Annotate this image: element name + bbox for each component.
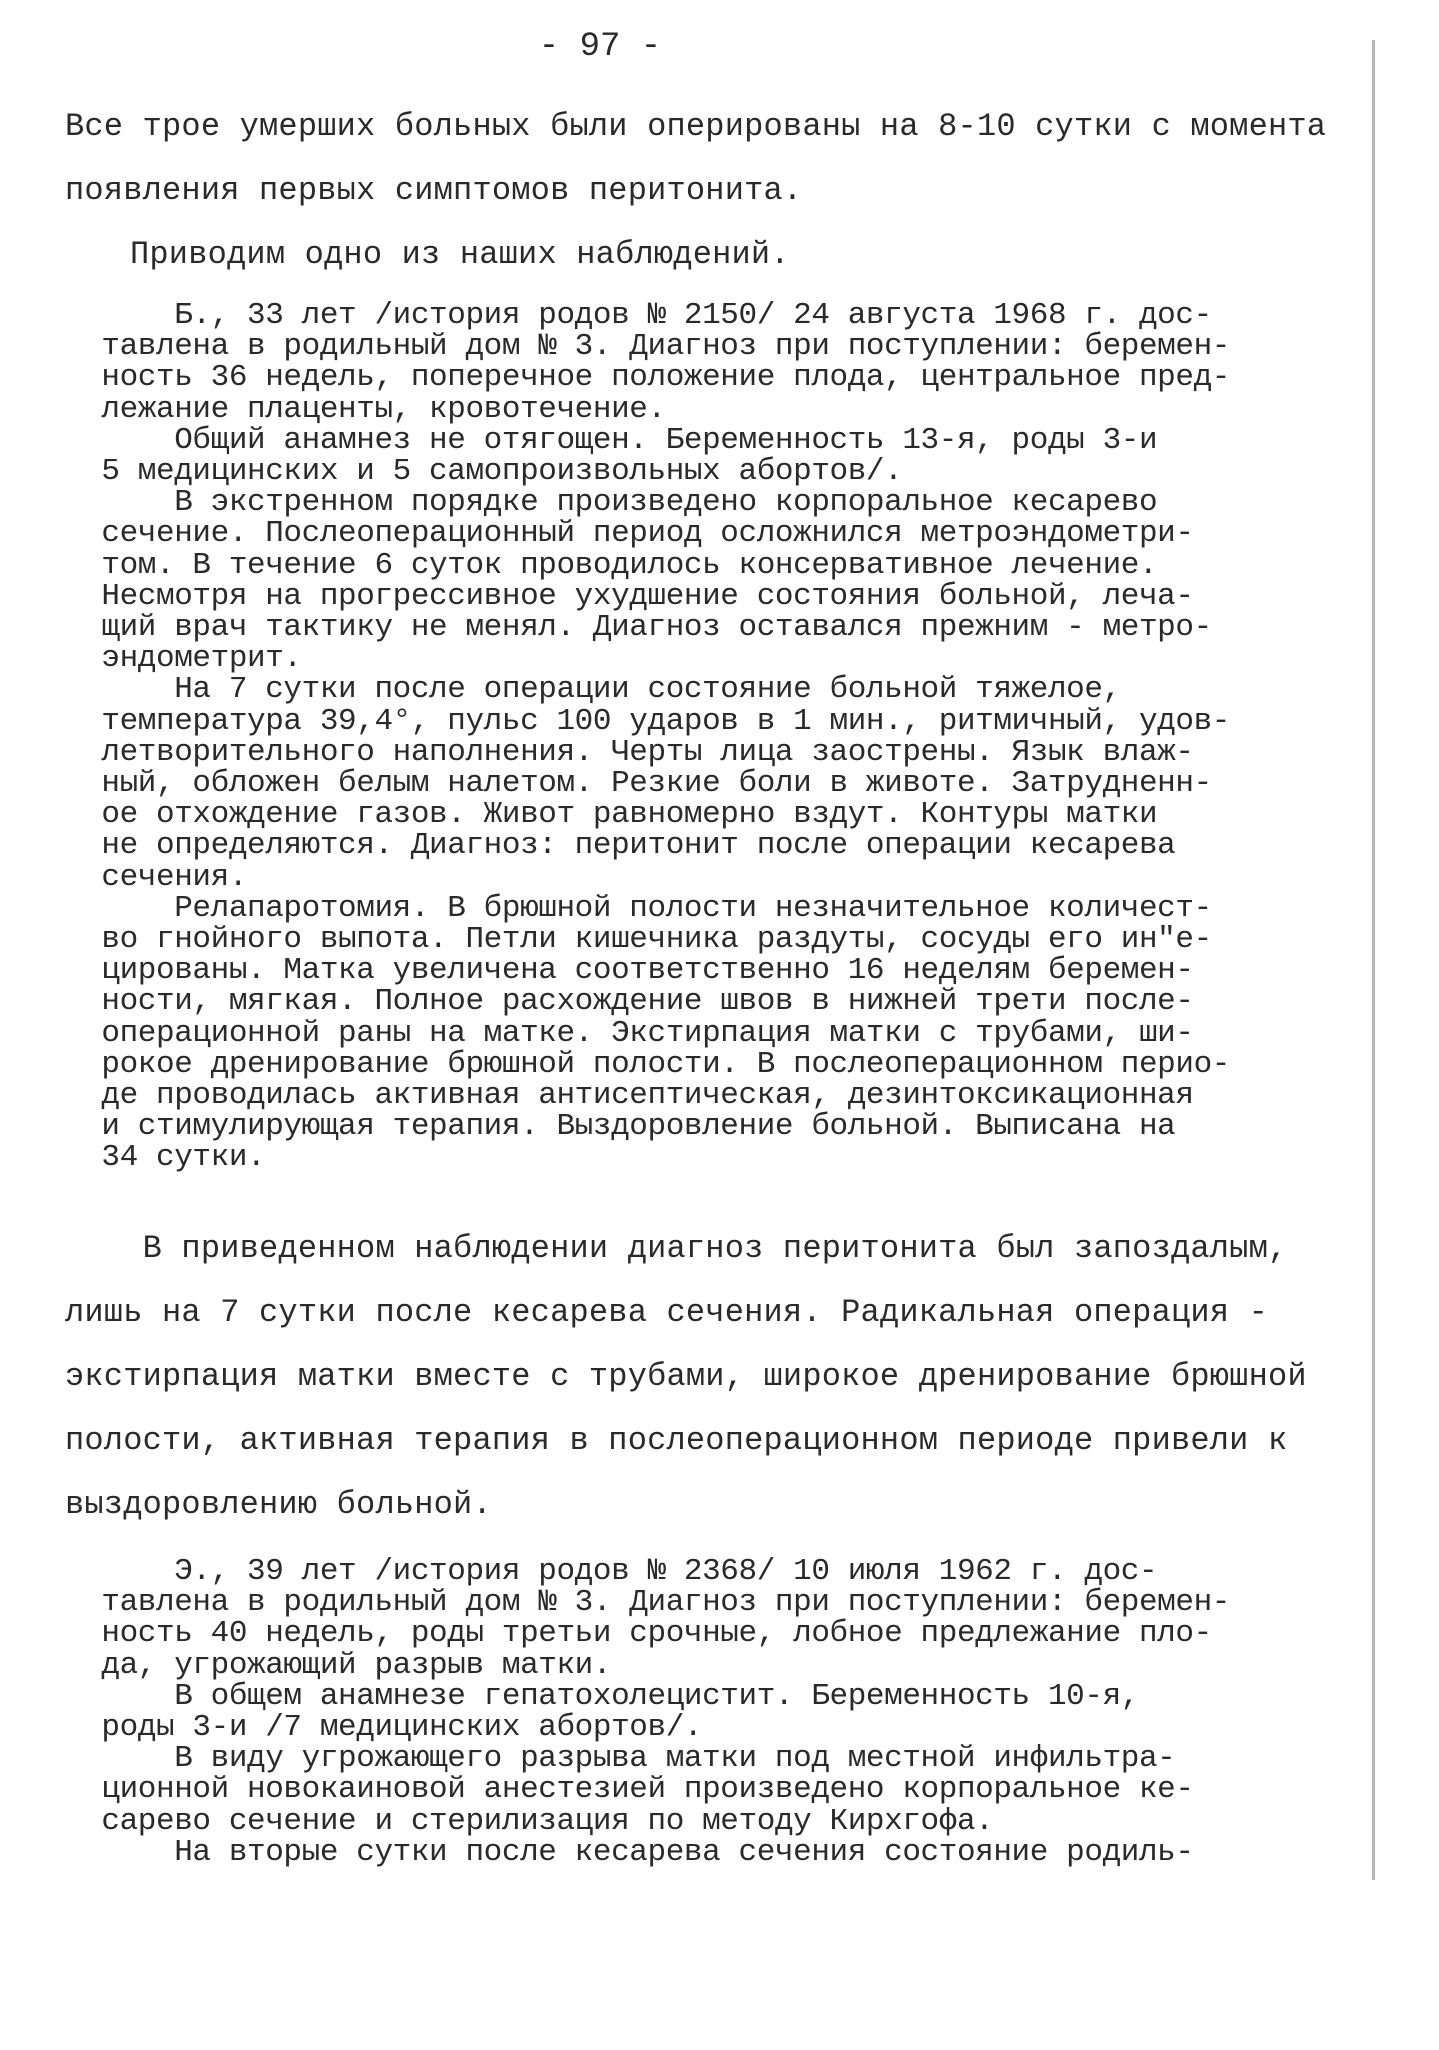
text-line: 34 сутки. (65, 1140, 266, 1176)
text-line: лежание плаценты, кровотечение. (65, 391, 666, 427)
page-number: - 97 - (538, 28, 662, 66)
text-line: рокое дренирование брюшной полости. В послеоперационном перио- (65, 1046, 1230, 1082)
text-line: На вторые сутки после кесарева сечения состояние родиль- (65, 1834, 1194, 1870)
text-line: На 7 сутки после операции состояние больной тяжелое, (65, 672, 1121, 708)
text-line: температура 39,4°, пульс 100 ударов в 1 мин., ритмичный, удов- (65, 703, 1230, 739)
text-line: операционной раны на матке. Экстирпация матки с трубами, ши- (65, 1015, 1194, 1051)
text-line: ность 36 недель, поперечное положение плода, центральное пред- (65, 360, 1230, 396)
text-line: ое отхождение газов. Живот равномерно вздут. Контуры матки (65, 797, 1158, 833)
text-line: появления первых симптомов перитонита. (65, 172, 803, 209)
text-line: цированы. Матка увеличена соответственно 16 неделям беремен- (65, 953, 1194, 989)
text-line: не определяются. Диагноз: перитонит после операции кесарева (65, 828, 1176, 864)
text-line: Общий анамнез не отягощен. Беременность 13-я, роды 3-и (65, 422, 1158, 458)
text-line: сечение. Послеоперационный период осложнился метроэндометри- (65, 516, 1194, 552)
text-line: ность 40 недель, роды третьи срочные, лобное предлежание пло- (65, 1616, 1212, 1652)
text-line: ности, мягкая. Полное расхождение швов в нижней трети после- (65, 984, 1194, 1020)
text-line: В виду угрожающего разрыва матки под местной инфильтра- (65, 1741, 1176, 1777)
text-line: полости, активная терапия в послеоперационном периоде привели к (65, 1422, 1288, 1459)
text-line: летворительного наполнения. Черты лица заострены. Язык влаж- (65, 734, 1194, 770)
text-line: де проводилась активная антисептическая, дезинтоксикационная (65, 1078, 1194, 1113)
text-line: Все трое умерших больных были оперированы на 8-10 сутки с момента (65, 108, 1327, 145)
text-line: Приводим одно из наших наблюдений. (130, 236, 790, 273)
text-line: ный, обложен белым налетом. Резкие боли в животе. Затрудненн- (65, 766, 1212, 801)
text-line: тавлена в родильный дом № 3. Диагноз при поступлении: беремен- (65, 1585, 1230, 1621)
text-line: щий врач тактику не менял. Диагноз оставался прежним - метро- (65, 610, 1212, 645)
text-line: выздоровлению больной. (65, 1486, 492, 1523)
text-line: сарево сечение и стерилизация по методу Кирхгофа. (65, 1803, 994, 1839)
text-line: экстирпация матки вместе с трубами, широкое дренирование брюшной (65, 1358, 1307, 1395)
text-line: Несмотря на прогрессивное ухудшение состояния больной, леча- (65, 578, 1194, 614)
text-line: 5 медицинских и 5 самопроизвольных абортов/. (65, 454, 903, 489)
text-line: да, угрожающий разрыв матки. (65, 1647, 612, 1683)
text-line: во гнойного выпота. Петли кишечника раздуты, сосуды его ин"е- (65, 922, 1212, 957)
text-line: сечения. (65, 859, 248, 895)
text-line: Релапаротомия. В брюшной полости незначительное количест- (65, 890, 1212, 926)
text-line: тавлена в родильный дом № 3. Диагноз при поступлении: беремен- (65, 329, 1230, 365)
text-line: Э., 39 лет /история родов № 2368/ 10 июля 1962 г. дос- (65, 1554, 1158, 1589)
text-line: лишь на 7 сутки после кесарева сечения. Радикальная операция - (65, 1294, 1268, 1331)
text-line: В приведенном наблюдении диагноз перитонита был запоздалым, (65, 1230, 1288, 1267)
text-line: В экстренном порядке произведено корпоральное кесарево (65, 485, 1158, 521)
page-edge-shadow (1372, 40, 1375, 1880)
text-line: эндометрит. (65, 641, 302, 677)
text-line: том. В течение 6 суток проводилось консервативное лечение. (65, 547, 1158, 583)
text-line: В общем анамнезе гепатохолецистит. Беременность 10-я, (65, 1678, 1139, 1714)
text-line: роды 3-и /7 медицинских абортов/. (65, 1710, 703, 1745)
text-line: Б., 33 лет /история родов № 2150/ 24 августа 1968 г. дос- (65, 298, 1212, 333)
text-line: ционной новокаиновой анестезией произведено корпоральное ке- (65, 1772, 1194, 1808)
text-line: и стимулирующая терапия. Выздоровление больной. Выписана на (65, 1109, 1176, 1145)
